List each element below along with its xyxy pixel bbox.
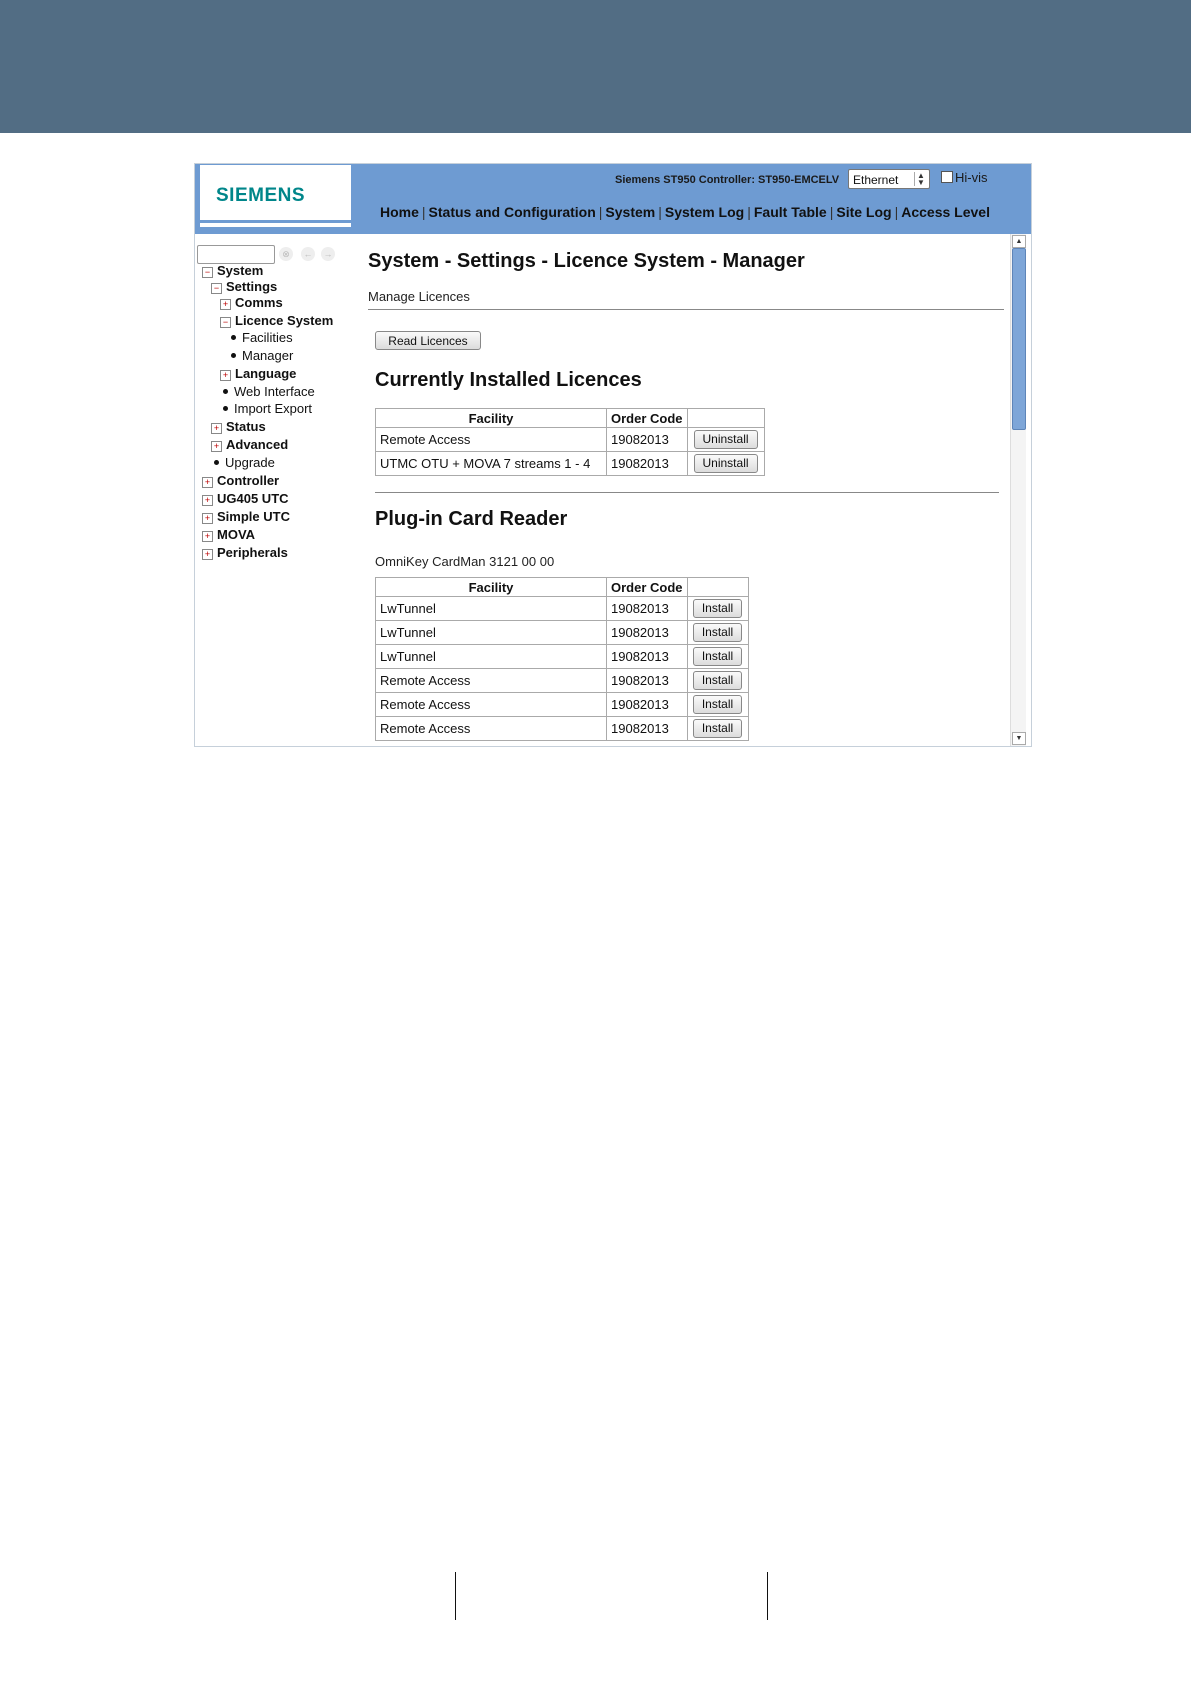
main-nav [380, 204, 990, 220]
siemens-logo: SIEMENS [216, 185, 306, 206]
table-row [376, 428, 765, 452]
nav-separator: | [421, 204, 426, 220]
facility-cell: Remote Access [376, 693, 607, 717]
uninstall-button[interactable]: Uninstall [694, 430, 758, 449]
nav-status-config[interactable]: Status and Configuration [428, 204, 596, 220]
col-order-code: Order Code [607, 409, 688, 428]
forward-arrow-icon[interactable]: → [321, 247, 335, 261]
table-header-row [376, 578, 749, 597]
tree-label: Licence System [235, 313, 334, 328]
tree-item-advanced[interactable] [211, 437, 288, 452]
tree-label: Advanced [226, 437, 289, 452]
order-code-cell: 19082013 [607, 693, 688, 717]
action-cell [687, 717, 748, 741]
tree-item-facilities[interactable] [231, 330, 293, 345]
sidebar-tree [195, 234, 363, 746]
tree-label: Settings [226, 279, 278, 294]
facility-cell: LwTunnel [376, 597, 607, 621]
top-band [0, 0, 1191, 133]
hivis-control[interactable] [941, 170, 988, 185]
nav-system-log[interactable]: System Log [664, 204, 745, 220]
tree-item-language[interactable] [220, 366, 296, 381]
bullet-icon [223, 406, 228, 411]
tree-search-input[interactable] [197, 245, 275, 264]
scroll-up-icon[interactable]: ▲ [1012, 235, 1026, 248]
main-content [368, 234, 1004, 746]
tree-label: Facilities [242, 330, 293, 345]
tree-label: Web Interface [234, 384, 315, 399]
table-row [376, 693, 749, 717]
nav-system[interactable]: System [605, 204, 656, 220]
hivis-checkbox[interactable] [941, 171, 953, 183]
expand-icon[interactable]: + [202, 549, 213, 560]
tree-item-system[interactable] [202, 263, 263, 278]
action-cell [687, 597, 748, 621]
scroll-thumb[interactable] [1012, 248, 1026, 430]
tree-label: System [217, 263, 264, 278]
hivis-label: Hi-vis [955, 170, 988, 185]
nav-site-log[interactable]: Site Log [836, 204, 892, 220]
page-title: System - Settings - Licence System - Manager [368, 250, 805, 272]
installed-licences-table [375, 408, 765, 476]
tree-label: Status [226, 419, 266, 434]
uninstall-button[interactable]: Uninstall [694, 454, 758, 473]
table-row [376, 621, 749, 645]
action-cell [687, 621, 748, 645]
footer-divider [455, 1572, 456, 1620]
bullet-icon [231, 335, 236, 340]
tree-item-peripherals[interactable] [202, 545, 288, 560]
interface-select-value: Ethernet [853, 173, 899, 187]
vertical-scrollbar[interactable] [1010, 234, 1026, 746]
tree-item-mova[interactable] [202, 527, 255, 542]
col-action [687, 578, 748, 597]
tree-label: MOVA [217, 527, 256, 542]
back-arrow-icon[interactable]: ← [301, 247, 315, 261]
bullet-icon [223, 389, 228, 394]
expand-icon[interactable]: + [202, 513, 213, 524]
facility-cell: UTMC OTU + MOVA 7 streams 1 - 4 [376, 452, 607, 476]
tree-label: Simple UTC [217, 509, 290, 524]
expand-icon[interactable]: + [202, 477, 213, 488]
install-button[interactable]: Install [693, 719, 742, 738]
tree-item-import-export[interactable] [223, 401, 312, 416]
tree-item-simple-utc[interactable] [202, 509, 290, 524]
nav-access-level[interactable]: Access Level [901, 204, 990, 220]
card-reader-device: OmniKey CardMan 3121 00 00 [375, 554, 555, 569]
nav-home[interactable]: Home [380, 204, 419, 220]
tree-label: Peripherals [217, 545, 288, 560]
table-row [376, 669, 749, 693]
install-button[interactable]: Install [693, 599, 742, 618]
table-row [376, 452, 765, 476]
action-cell [687, 669, 748, 693]
action-cell [687, 452, 764, 476]
table-header-row [376, 409, 765, 428]
scroll-down-icon[interactable]: ▼ [1012, 732, 1026, 745]
divider [375, 492, 999, 493]
tree-item-controller[interactable] [202, 473, 279, 488]
bullet-icon [231, 353, 236, 358]
tree-item-manager[interactable] [231, 348, 293, 363]
browser-window [194, 163, 1032, 747]
order-code-cell: 19082013 [607, 621, 688, 645]
card-reader-table [375, 577, 749, 741]
nav-separator: | [598, 204, 603, 220]
bullet-icon [214, 460, 219, 465]
divider [368, 309, 1004, 310]
order-code-cell: 19082013 [607, 452, 688, 476]
logo-underline [200, 220, 351, 223]
order-code-cell: 19082013 [607, 597, 688, 621]
install-button[interactable]: Install [693, 647, 742, 666]
tree-item-licence-system[interactable] [220, 313, 333, 328]
read-licences-button[interactable]: Read Licences [375, 331, 481, 350]
header [195, 164, 1031, 234]
tree-item-web-interface[interactable] [223, 384, 315, 399]
search-clear-icon[interactable]: ⊗ [279, 247, 293, 261]
tree-label: Import Export [234, 401, 313, 416]
nav-separator: | [658, 204, 662, 220]
tree-label: Upgrade [225, 455, 275, 470]
expand-icon[interactable]: + [211, 441, 222, 452]
table-row [376, 645, 749, 669]
page-subtitle: Manage Licences [368, 289, 470, 304]
install-button[interactable]: Install [693, 671, 742, 690]
card-reader-heading: Plug-in Card Reader [375, 508, 568, 530]
expand-icon[interactable]: + [202, 495, 213, 506]
collapse-icon[interactable]: − [202, 267, 213, 278]
collapse-icon[interactable]: − [211, 283, 222, 294]
tree-label: Manager [242, 348, 294, 363]
order-code-cell: 19082013 [607, 669, 688, 693]
expand-icon[interactable]: + [202, 531, 213, 542]
tree-label: UG405 UTC [217, 491, 289, 506]
tree-item-ug405-utc[interactable] [202, 491, 289, 506]
nav-separator: | [829, 204, 834, 220]
tree-item-upgrade[interactable] [214, 455, 275, 470]
order-code-cell: 19082013 [607, 645, 688, 669]
tree-item-comms[interactable] [220, 295, 283, 310]
col-order-code: Order Code [607, 578, 688, 597]
order-code-cell: 19082013 [607, 428, 688, 452]
facility-cell: Remote Access [376, 669, 607, 693]
tree-label: Language [235, 366, 297, 381]
installed-licences-heading: Currently Installed Licences [375, 369, 642, 391]
expand-icon[interactable]: + [220, 370, 231, 381]
controller-label: Siemens ST950 Controller: ST950-EMCELV [615, 174, 840, 186]
expand-icon[interactable]: + [220, 299, 231, 310]
col-action [687, 409, 764, 428]
tree-label: Controller [217, 473, 280, 488]
action-cell [687, 693, 748, 717]
install-button[interactable]: Install [693, 623, 742, 642]
facility-cell: LwTunnel [376, 621, 607, 645]
logo-box [200, 165, 351, 227]
table-row [376, 597, 749, 621]
facility-cell: LwTunnel [376, 645, 607, 669]
nav-separator: | [894, 204, 899, 220]
expand-icon[interactable]: + [211, 423, 222, 434]
tree-label: Comms [235, 295, 283, 310]
action-cell [687, 428, 764, 452]
collapse-icon[interactable]: − [220, 317, 231, 328]
tree-item-settings[interactable] [211, 279, 277, 294]
order-code-cell: 19082013 [607, 717, 688, 741]
table-row [376, 717, 749, 741]
facility-cell: Remote Access [376, 717, 607, 741]
interface-select[interactable] [848, 169, 930, 189]
action-cell [687, 645, 748, 669]
tree-item-status[interactable] [211, 419, 266, 434]
install-button[interactable]: Install [693, 695, 742, 714]
nav-fault-table[interactable]: Fault Table [753, 204, 827, 220]
footer-divider [767, 1572, 768, 1620]
col-facility: Facility [376, 578, 607, 597]
facility-cell: Remote Access [376, 428, 607, 452]
select-arrows-icon: ▲ ▼ [914, 172, 927, 186]
nav-separator: | [747, 204, 751, 220]
col-facility: Facility [376, 409, 607, 428]
